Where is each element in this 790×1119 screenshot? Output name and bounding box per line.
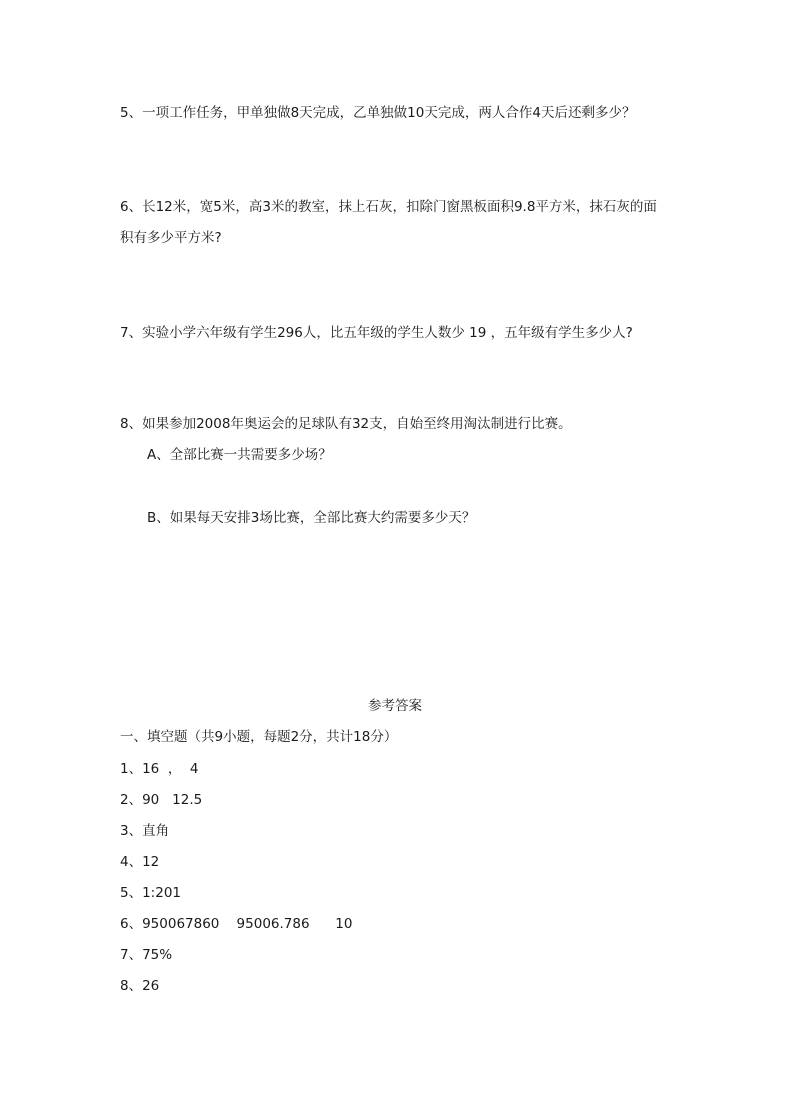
question-8-part-b: B、如果每天安排3场比赛，全部比赛大约需要多少天？ — [147, 510, 476, 526]
question-6-line-1: 6、长12米，宽5米，高3米的教室，抹上石灰，扣除门窗黑板面积9.8平方米，抹石灰的面 — [120, 199, 657, 215]
answer-item-7: 7、75% — [120, 947, 173, 963]
question-8-part-a: A、全部比赛一共需要多少场？ — [147, 447, 332, 463]
answer-item-3: 3、直角 — [120, 823, 170, 839]
question-6-line-2: 积有多少平方米? — [120, 230, 222, 246]
answers-section-1-heading: 一、填空题（共9小题，每题2分，共计18分） — [120, 729, 398, 745]
answer-item-8: 8、26 — [120, 978, 160, 994]
answer-item-1: 1、16 ， 4 — [120, 761, 199, 777]
question-7: 7、实验小学六年级有学生296人，比五年级的学生人数少 19 ，五年级有学生多少人? — [120, 325, 633, 341]
answer-item-5: 5、1:201 — [120, 885, 181, 901]
question-8: 8、如果参加2008年奥运会的足球队有32支，自始至终用淘汰制进行比赛。 — [120, 416, 572, 432]
answers-title: 参考答案 — [368, 698, 422, 714]
answer-item-2: 2、90 12.5 — [120, 792, 203, 808]
answer-item-6: 6、950067860 95006.786 10 — [120, 916, 353, 932]
question-5: 5、一项工作任务，甲单独做8天完成，乙单独做10天完成，两人合作4天后还剩多少？ — [120, 105, 636, 121]
answer-item-4: 4、12 — [120, 854, 160, 870]
